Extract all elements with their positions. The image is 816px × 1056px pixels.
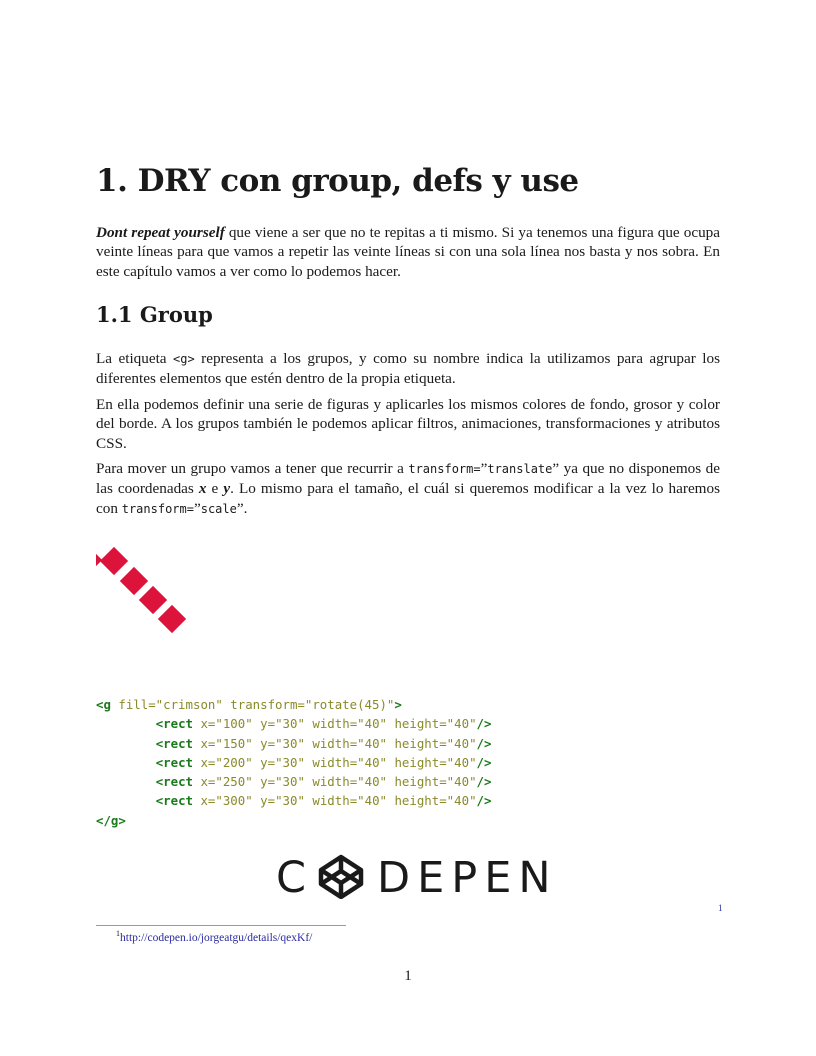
- g-open-close: >: [394, 697, 402, 712]
- logo-letter-c: C: [276, 853, 314, 899]
- footnote-rule: [96, 925, 346, 926]
- rect-width-attr: width="40": [312, 754, 387, 770]
- rect-x-attr: x="300": [200, 793, 253, 809]
- codepen-cube-icon: [321, 857, 361, 897]
- intro-paragraph: [96, 223, 720, 281]
- square-4: [139, 586, 167, 614]
- transform-code: transform=: [121, 501, 194, 516]
- g-attrs: fill="crimson" transform="rotate(45)": [110, 697, 395, 712]
- rect-end: />: [476, 716, 492, 732]
- x-var: x: [198, 480, 207, 498]
- section-body: [96, 349, 720, 525]
- chapter-title: 1. DRY con group, defs y use: [96, 163, 579, 199]
- code-rect-line: [96, 774, 491, 789]
- rect-width-attr: width="40": [312, 793, 387, 809]
- paragraph-1-text: La etiqueta: [96, 350, 174, 367]
- rect-y-attr: y="30": [260, 754, 305, 770]
- rect-height-attr: height="40": [394, 735, 477, 751]
- code-rect-lines: [96, 716, 491, 808]
- y-var: y: [223, 480, 231, 498]
- page-number: 1: [404, 968, 412, 984]
- code-rect-line: [96, 736, 491, 751]
- rect-end: />: [476, 735, 492, 751]
- footnote-reference[interactable]: 1: [718, 903, 723, 913]
- rect-tag: <rect: [155, 793, 193, 809]
- p3-text: . Lo mismo para el tamaño, el cuál si queremos modificar a la vez lo haremos con: [96, 480, 721, 517]
- rect-tag: <rect: [155, 716, 193, 732]
- paragraph-2: [96, 395, 720, 453]
- paragraph-2-text: En ella podemos definir una serie de figuras y aplicarles los mismos colores de fondo, grosor y color del borde. A los grupos también le podemos aplicar filtros, animaciones, transformaciones y atributos: [96, 395, 720, 433]
- codepen-logo: [276, 853, 566, 899]
- rect-end: />: [476, 774, 492, 790]
- rect-x-attr: x="150": [200, 735, 253, 751]
- rect-height-attr: height="40": [394, 716, 477, 732]
- rect-width-attr: width="40": [312, 735, 387, 751]
- rect-x-attr: x="200": [200, 754, 253, 770]
- rect-width-attr: width="40": [312, 774, 387, 790]
- footnote: [116, 929, 312, 944]
- rect-height-attr: height="40": [394, 774, 477, 790]
- section-title: 1.1 Group: [96, 302, 213, 327]
- rect-y-attr: y="30": [260, 793, 305, 809]
- group-demo-figure: [96, 538, 196, 643]
- rect-width-attr: width="40": [312, 716, 387, 732]
- p3-quote: ”: [480, 460, 488, 478]
- p3-text: Para mover un grupo vamos a tener que recurrir a: [96, 460, 409, 478]
- transform-code: transform=: [408, 462, 481, 477]
- rect-tag: <rect: [155, 735, 193, 751]
- code-rect-line: [96, 755, 491, 770]
- intro-text: que viene a ser que no te repitas a ti mismo. Si ya tenemos una figura que ocupa veinte líneas para que vamos a repetir las veinte líneas si con una sola línea nos basta y nos sobra. En este capítulo vamos a ver como lo podemos hacer.: [96, 224, 721, 280]
- paragraph-3: [96, 459, 720, 519]
- intro-emphasis: Dont repeat yourself: [96, 224, 225, 241]
- g-tag-code: <g>: [173, 352, 195, 366]
- rect-x-attr: x="250": [200, 774, 253, 790]
- g-open-tag: <g: [96, 697, 111, 712]
- paragraph-1-text-end: representa a los grupos, y como su nombre indica la utilizamos para agrupar los diferentes elementos que estén dentro de la propia etiqueta.: [96, 350, 720, 388]
- rotated-squares-group: [96, 546, 186, 633]
- footnote-link[interactable]: http://codepen.io/jorgeatgu/details/qexKf/: [120, 931, 313, 944]
- p3-quote: ”: [193, 499, 201, 517]
- rect-x-attr: x="100": [200, 716, 253, 732]
- code-rect-line: [96, 716, 491, 731]
- paragraph-2-end: .: [123, 434, 127, 452]
- square-3: [120, 567, 148, 595]
- square-5: [158, 605, 186, 633]
- p3-end: ”.: [236, 499, 248, 517]
- rect-tag: <rect: [155, 774, 193, 790]
- p3-text: ” ya que no disponemos de las coordenadas: [96, 460, 720, 498]
- code-rect-line: [96, 793, 491, 808]
- footnote-mark: 1: [116, 929, 120, 938]
- paragraph-1: [96, 349, 720, 389]
- g-close-tag: </g>: [96, 812, 126, 828]
- code-block: [96, 695, 491, 830]
- rect-y-attr: y="30": [260, 716, 305, 732]
- rect-end: />: [476, 793, 492, 809]
- p3-text: e: [206, 480, 224, 498]
- logo-wordmark: DEPEN: [377, 853, 558, 899]
- rect-end: />: [476, 754, 492, 770]
- translate-code: translate: [487, 462, 553, 477]
- page: [96, 0, 723, 1056]
- rect-tag: <rect: [155, 754, 193, 770]
- rect-y-attr: y="30": [260, 774, 305, 790]
- css-term: CSS: [96, 434, 124, 452]
- rect-height-attr: height="40": [394, 793, 477, 809]
- rect-height-attr: height="40": [394, 754, 477, 770]
- rect-y-attr: y="30": [260, 735, 305, 751]
- scale-code: scale: [200, 501, 237, 516]
- square-2: [100, 547, 128, 575]
